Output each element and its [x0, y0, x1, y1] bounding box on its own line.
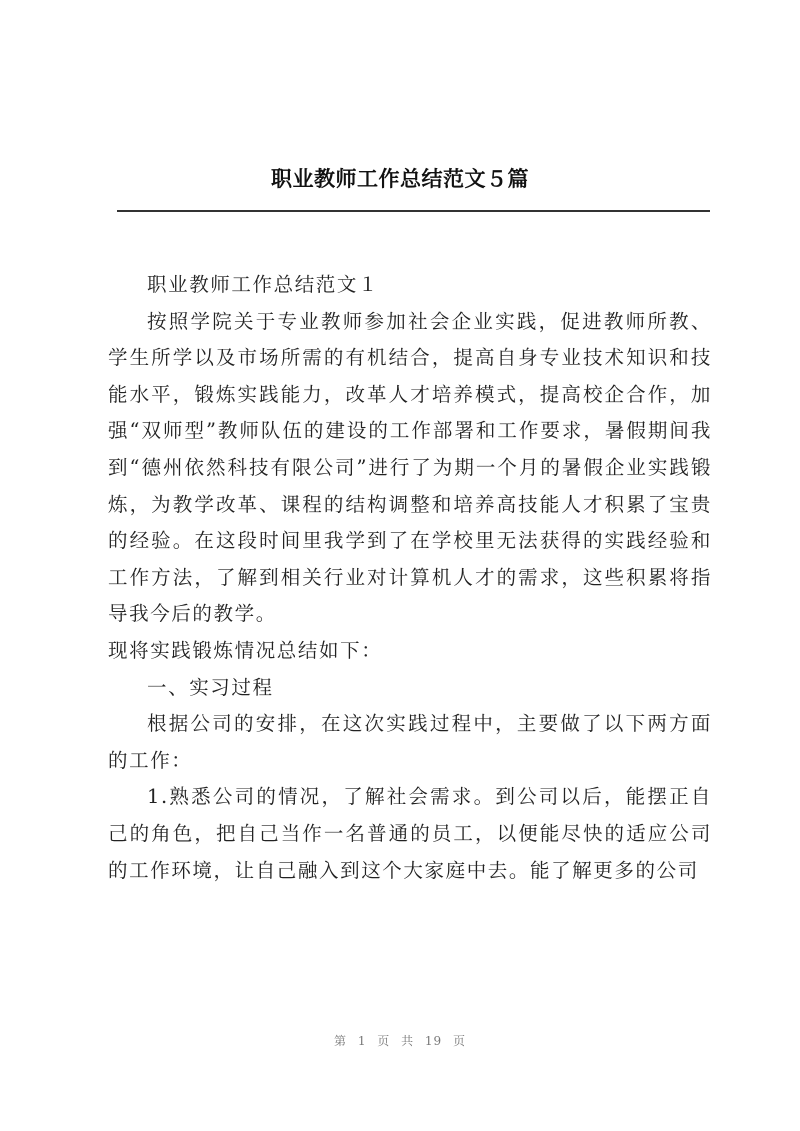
body-paragraph: 1.熟悉公司的情况，了解社会需求。到公司以后，能摆正自己的角色，把自己当作一名普通的员工，以便能尽快的适应公司的工作环境，让自己融入到这个大家庭中去。能了解更多的公司	[108, 785, 712, 882]
body-paragraph: 现将实践锻炼情况总结如下：	[108, 638, 383, 662]
document-title: 职业教师工作总结范文５篇	[271, 166, 529, 191]
title-underline	[117, 210, 710, 212]
page-footer: 第 1 页 共 19 页	[334, 1034, 466, 1048]
section-heading: 职业教师工作总结范文１	[147, 273, 380, 296]
document-body	[108, 267, 712, 889]
body-paragraph: 根据公司的安排，在这次实践过程中，主要做了以下两方面的工作：	[108, 712, 712, 772]
subsection-heading: 一、实习过程	[147, 675, 274, 699]
body-paragraph: 按照学院关于专业教师参加社会企业实践，促进教师所教、学生所学以及市场所需的有机结合，提高自身专业技术知识和技能水平，锻炼实践能力，改革人才培养模式，提高校企合作，加强“双师型”教师队伍的建设的工作部署和工作要求，暑假期间我到“德州依然科技有限公司”进行了为期一个月的暑假企业实践锻炼，为教学改革、课程的结构调整和培养高技能人才积累了宝贵的经验。在这段时间里我学到了在学校里无法获得的实践经验和工作方法，了解到相关行业对计算机人才的需求，这些积累将指导我今后的教学。	[108, 309, 712, 626]
